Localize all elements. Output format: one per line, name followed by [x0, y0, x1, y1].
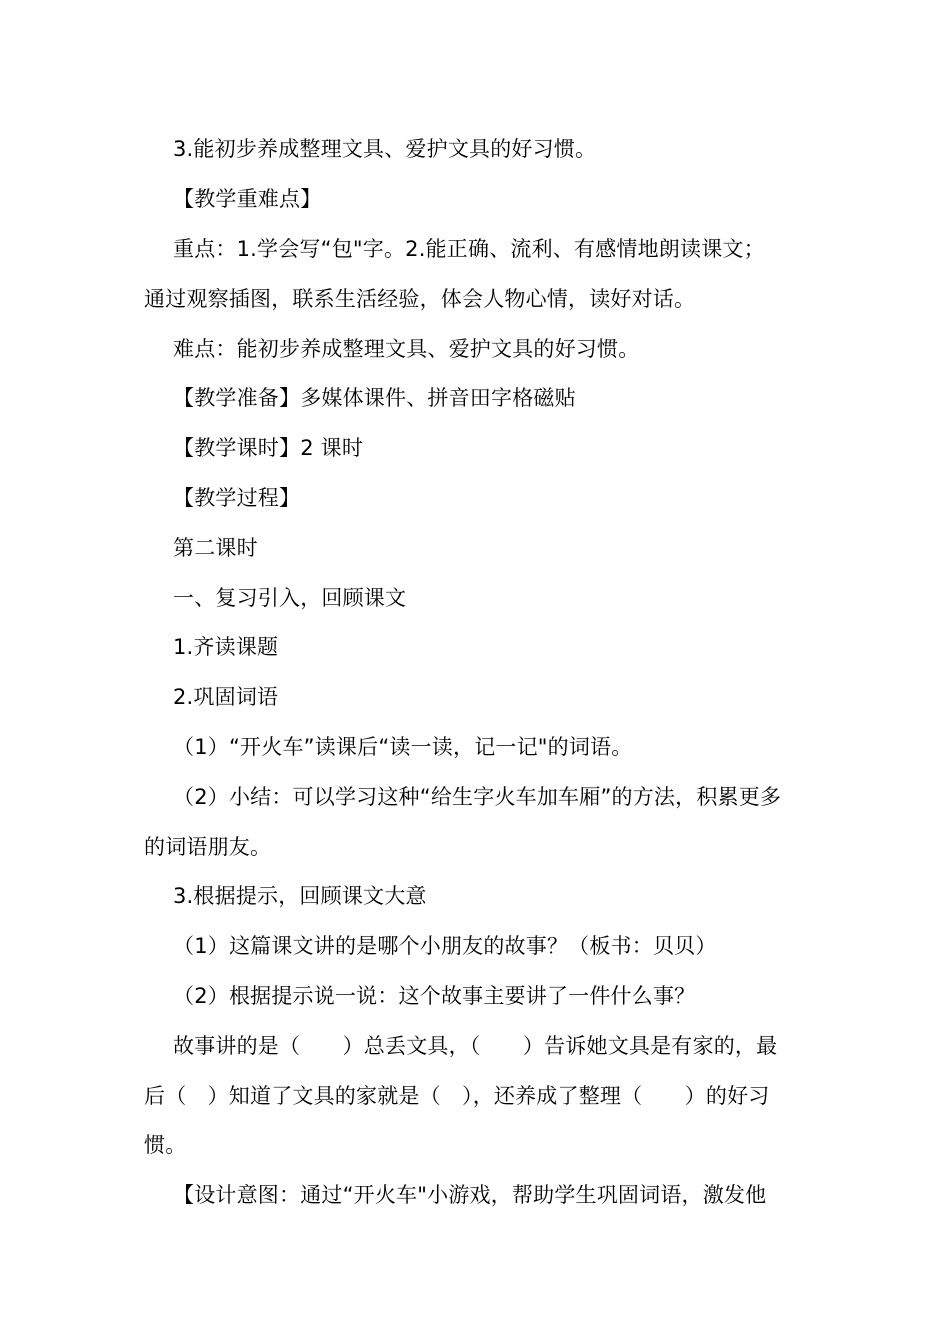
paragraph-line: 1.齐读课题	[173, 635, 279, 659]
paragraph-line: （1）“开火车”读课后“读一读，记一记"的词语。	[173, 735, 633, 759]
paragraph-line: 难点：能初步养成整理文具、爱护文具的好习惯。	[173, 337, 640, 361]
section-heading: 【教学课时】2 课时	[173, 436, 364, 460]
paragraph-line: （2）小结：可以学习这种“给生字火车加车厢”的方法，积累更多	[173, 785, 782, 809]
paragraph-line: 3.能初步养成整理文具、爱护文具的好习惯。	[173, 137, 597, 161]
section-heading: 【教学过程】	[173, 486, 301, 510]
paragraph-line: 的词语朋友。	[144, 835, 272, 859]
paragraph-line: 故事讲的是（ ）总丢文具，（ ）告诉她文具是有家的，最	[173, 1034, 778, 1058]
section-heading: 【教学重难点】	[173, 187, 322, 211]
paragraph-line: 2.巩固词语	[173, 685, 279, 709]
paragraph-line: 惯。	[144, 1133, 187, 1157]
paragraph-line: 通过观察插图，联系生活经验，体会人物心情，读好对话。	[144, 287, 696, 311]
section-heading: 【教学准备】多媒体课件、拼音田字格磁贴	[173, 386, 576, 410]
paragraph-line: 后（ ）知道了文具的家就是（ ），还养成了整理（ ）的好习	[144, 1084, 770, 1108]
paragraph-line: 第二课时	[173, 536, 258, 560]
paragraph-line: 3.根据提示，回顾课文大意	[173, 884, 427, 908]
paragraph-line: 重点：1.学会写“包"字。2.能正确、流利、有感情地朗读课文；	[173, 237, 765, 261]
paragraph-line: （2）根据提示说一说：这个故事主要讲了一件什么事？	[173, 984, 696, 1008]
paragraph-line: 【设计意图：通过“开火车"小游戏，帮助学生巩固词语，激发他	[173, 1183, 767, 1207]
paragraph-line: （1）这篇课文讲的是哪个小朋友的故事？（板书：贝贝）	[173, 934, 717, 958]
paragraph-line: 一、复习引入，回顾课文	[173, 586, 407, 610]
